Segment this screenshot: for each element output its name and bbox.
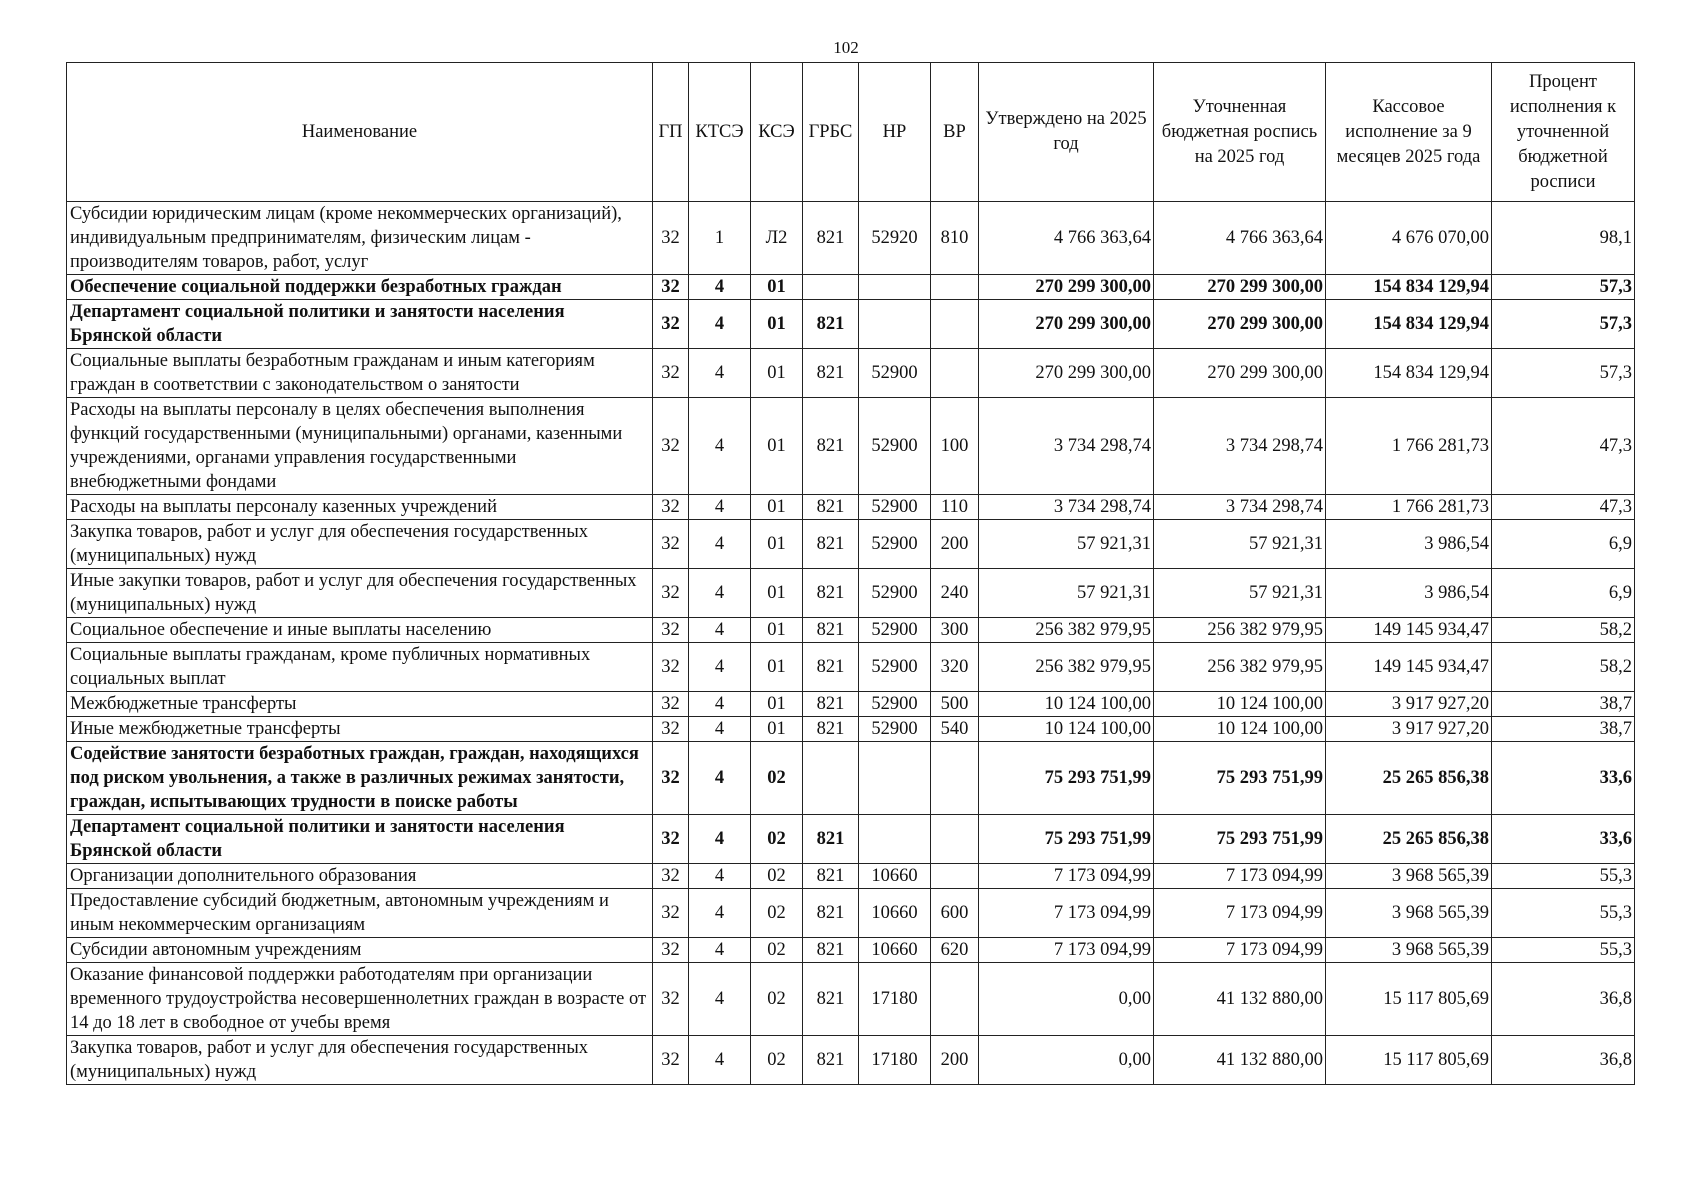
cell-nr: 52900	[859, 520, 931, 569]
cell-refined: 3 734 298,74	[1154, 398, 1326, 495]
cell-kse: 01	[751, 643, 803, 692]
table-row	[67, 717, 1635, 742]
cell-name: Организации дополнительного образования	[67, 864, 653, 889]
cell-name: Департамент социальной политики и занятости населения Брянской области	[67, 300, 653, 349]
cell-vr: 100	[931, 398, 979, 495]
cell-grbs: 821	[803, 520, 859, 569]
cell-name: Закупка товаров, работ и услуг для обеспечения государственных (муниципальных) нужд	[67, 520, 653, 569]
col-header-vr: ВР	[931, 63, 979, 202]
cell-gp: 32	[653, 1036, 689, 1085]
cell-grbs: 821	[803, 643, 859, 692]
cell-refined: 7 173 094,99	[1154, 938, 1326, 963]
page-number: 102	[833, 38, 859, 57]
cell-nr	[859, 742, 931, 815]
cell-ktse: 4	[689, 692, 751, 717]
cell-percent: 6,9	[1492, 520, 1635, 569]
cell-ktse: 4	[689, 300, 751, 349]
cell-nr: 52900	[859, 398, 931, 495]
cell-vr	[931, 275, 979, 300]
cell-name: Межбюджетные трансферты	[67, 692, 653, 717]
cell-vr: 600	[931, 889, 979, 938]
cell-ktse: 4	[689, 742, 751, 815]
cell-gp: 32	[653, 864, 689, 889]
table-row	[67, 202, 1635, 275]
cell-refined: 10 124 100,00	[1154, 692, 1326, 717]
cell-kse: 02	[751, 938, 803, 963]
cell-grbs: 821	[803, 398, 859, 495]
cell-cash: 1 766 281,73	[1326, 398, 1492, 495]
cell-gp: 32	[653, 938, 689, 963]
cell-ktse: 4	[689, 815, 751, 864]
cell-approved: 4 766 363,64	[979, 202, 1154, 275]
cell-refined: 10 124 100,00	[1154, 717, 1326, 742]
cell-grbs: 821	[803, 495, 859, 520]
cell-name: Социальные выплаты гражданам, кроме публичных нормативных социальных выплат	[67, 643, 653, 692]
cell-percent: 47,3	[1492, 398, 1635, 495]
cell-percent: 6,9	[1492, 569, 1635, 618]
cell-percent: 36,8	[1492, 963, 1635, 1036]
col-header-kse: КСЭ	[751, 63, 803, 202]
col-header-ktse: КТСЭ	[689, 63, 751, 202]
col-header-name: Наименование	[67, 63, 653, 202]
cell-cash: 4 676 070,00	[1326, 202, 1492, 275]
cell-grbs: 821	[803, 938, 859, 963]
table-row	[67, 692, 1635, 717]
cell-vr	[931, 349, 979, 398]
cell-refined: 41 132 880,00	[1154, 963, 1326, 1036]
cell-kse: 02	[751, 815, 803, 864]
cell-name: Департамент социальной политики и занятости населения Брянской области	[67, 815, 653, 864]
cell-kse: 01	[751, 275, 803, 300]
cell-cash: 3 986,54	[1326, 520, 1492, 569]
cell-name: Расходы на выплаты персоналу в целях обеспечения выполнения функций государственными (муниципальными) органами, казенными учреждениями, органами управления государственными внебюджетными фондами	[67, 398, 653, 495]
cell-approved: 7 173 094,99	[979, 938, 1154, 963]
cell-refined: 256 382 979,95	[1154, 618, 1326, 643]
table-row	[67, 300, 1635, 349]
cell-percent: 57,3	[1492, 349, 1635, 398]
cell-gp: 32	[653, 569, 689, 618]
table-row	[67, 495, 1635, 520]
cell-percent: 58,2	[1492, 618, 1635, 643]
cell-name: Расходы на выплаты персоналу казенных учреждений	[67, 495, 653, 520]
cell-gp: 32	[653, 889, 689, 938]
table-row	[67, 889, 1635, 938]
cell-grbs: 821	[803, 864, 859, 889]
cell-percent: 38,7	[1492, 692, 1635, 717]
cell-nr: 52900	[859, 569, 931, 618]
cell-nr: 52920	[859, 202, 931, 275]
col-header-grbs: ГРБС	[803, 63, 859, 202]
cell-nr: 52900	[859, 643, 931, 692]
table-row	[67, 963, 1635, 1036]
cell-gp: 32	[653, 692, 689, 717]
cell-gp: 32	[653, 202, 689, 275]
col-header-cash: Кассовое исполнение за 9 месяцев 2025 года	[1326, 63, 1492, 202]
cell-approved: 270 299 300,00	[979, 275, 1154, 300]
cell-approved: 3 734 298,74	[979, 398, 1154, 495]
cell-gp: 32	[653, 618, 689, 643]
cell-kse: 02	[751, 1036, 803, 1085]
cell-ktse: 4	[689, 643, 751, 692]
cell-name: Иные межбюджетные трансферты	[67, 717, 653, 742]
cell-grbs: 821	[803, 1036, 859, 1085]
cell-refined: 7 173 094,99	[1154, 864, 1326, 889]
cell-kse: 01	[751, 398, 803, 495]
table-row	[67, 275, 1635, 300]
cell-gp: 32	[653, 643, 689, 692]
cell-refined: 4 766 363,64	[1154, 202, 1326, 275]
cell-nr	[859, 815, 931, 864]
cell-vr	[931, 300, 979, 349]
cell-nr: 52900	[859, 495, 931, 520]
cell-refined: 7 173 094,99	[1154, 889, 1326, 938]
cell-approved: 0,00	[979, 963, 1154, 1036]
cell-refined: 3 734 298,74	[1154, 495, 1326, 520]
cell-name: Социальное обеспечение и иные выплаты населению	[67, 618, 653, 643]
cell-vr	[931, 963, 979, 1036]
cell-kse: Л2	[751, 202, 803, 275]
table-row	[67, 618, 1635, 643]
cell-percent: 55,3	[1492, 889, 1635, 938]
cell-vr: 540	[931, 717, 979, 742]
cell-vr	[931, 815, 979, 864]
cell-gp: 32	[653, 398, 689, 495]
cell-ktse: 4	[689, 618, 751, 643]
cell-cash: 3 968 565,39	[1326, 864, 1492, 889]
cell-grbs: 821	[803, 618, 859, 643]
cell-grbs: 821	[803, 815, 859, 864]
cell-gp: 32	[653, 742, 689, 815]
cell-percent: 98,1	[1492, 202, 1635, 275]
cell-approved: 0,00	[979, 1036, 1154, 1085]
cell-ktse: 4	[689, 717, 751, 742]
budget-table	[66, 62, 1635, 1085]
cell-nr: 52900	[859, 717, 931, 742]
cell-cash: 3 917 927,20	[1326, 717, 1492, 742]
table-row	[67, 815, 1635, 864]
cell-nr: 10660	[859, 864, 931, 889]
cell-refined: 75 293 751,99	[1154, 815, 1326, 864]
cell-name: Предоставление субсидий бюджетным, автономным учреждениям и иным некоммерческим организациям	[67, 889, 653, 938]
cell-name: Обеспечение социальной поддержки безработных граждан	[67, 275, 653, 300]
cell-name: Содействие занятости безработных граждан, граждан, находящихся под риском увольнения, а также в различных режимах занятости, граждан, испытывающих трудности в поиске работы	[67, 742, 653, 815]
col-header-percent: Процент исполнения к уточненной бюджетной росписи	[1492, 63, 1635, 202]
cell-refined: 270 299 300,00	[1154, 275, 1326, 300]
cell-approved: 57 921,31	[979, 520, 1154, 569]
cell-vr: 300	[931, 618, 979, 643]
cell-kse: 01	[751, 349, 803, 398]
cell-gp: 32	[653, 495, 689, 520]
cell-cash: 3 986,54	[1326, 569, 1492, 618]
cell-refined: 57 921,31	[1154, 569, 1326, 618]
cell-vr	[931, 864, 979, 889]
cell-nr: 10660	[859, 889, 931, 938]
cell-percent: 33,6	[1492, 742, 1635, 815]
cell-gp: 32	[653, 300, 689, 349]
cell-name: Закупка товаров, работ и услуг для обеспечения государственных (муниципальных) нужд	[67, 1036, 653, 1085]
cell-name: Субсидии юридическим лицам (кроме некоммерческих организаций), индивидуальным предпринимателям, физическим лицам - производителям товаров, работ, услуг	[67, 202, 653, 275]
cell-vr: 200	[931, 1036, 979, 1085]
cell-cash: 15 117 805,69	[1326, 963, 1492, 1036]
cell-cash: 154 834 129,94	[1326, 275, 1492, 300]
cell-gp: 32	[653, 349, 689, 398]
cell-nr: 52900	[859, 692, 931, 717]
col-header-approved: Утверждено на 2025 год	[979, 63, 1154, 202]
cell-ktse: 4	[689, 963, 751, 1036]
cell-cash: 25 265 856,38	[1326, 742, 1492, 815]
table-row	[67, 742, 1635, 815]
cell-ktse: 4	[689, 864, 751, 889]
cell-name: Иные закупки товаров, работ и услуг для обеспечения государственных (муниципальных) нужд	[67, 569, 653, 618]
cell-grbs	[803, 742, 859, 815]
cell-cash: 1 766 281,73	[1326, 495, 1492, 520]
cell-nr: 10660	[859, 938, 931, 963]
cell-percent: 57,3	[1492, 275, 1635, 300]
cell-ktse: 4	[689, 1036, 751, 1085]
cell-name: Социальные выплаты безработным гражданам и иным категориям граждан в соответствии с законодательством о занятости	[67, 349, 653, 398]
table-row	[67, 520, 1635, 569]
cell-percent: 47,3	[1492, 495, 1635, 520]
cell-cash: 3 968 565,39	[1326, 889, 1492, 938]
cell-nr: 52900	[859, 349, 931, 398]
cell-gp: 32	[653, 520, 689, 569]
cell-ktse: 4	[689, 275, 751, 300]
cell-ktse: 4	[689, 889, 751, 938]
cell-refined: 41 132 880,00	[1154, 1036, 1326, 1085]
cell-cash: 154 834 129,94	[1326, 300, 1492, 349]
cell-percent: 58,2	[1492, 643, 1635, 692]
table-row	[67, 1036, 1635, 1085]
cell-cash: 154 834 129,94	[1326, 349, 1492, 398]
cell-grbs: 821	[803, 349, 859, 398]
table-row	[67, 349, 1635, 398]
cell-kse: 01	[751, 692, 803, 717]
col-header-gp: ГП	[653, 63, 689, 202]
cell-kse: 01	[751, 569, 803, 618]
cell-approved: 7 173 094,99	[979, 864, 1154, 889]
cell-ktse: 4	[689, 398, 751, 495]
cell-cash: 149 145 934,47	[1326, 618, 1492, 643]
cell-cash: 149 145 934,47	[1326, 643, 1492, 692]
cell-ktse: 1	[689, 202, 751, 275]
cell-kse: 01	[751, 520, 803, 569]
cell-approved: 270 299 300,00	[979, 300, 1154, 349]
cell-vr: 810	[931, 202, 979, 275]
cell-approved: 10 124 100,00	[979, 692, 1154, 717]
col-header-nr: НР	[859, 63, 931, 202]
table-row	[67, 864, 1635, 889]
cell-percent: 38,7	[1492, 717, 1635, 742]
cell-percent: 36,8	[1492, 1036, 1635, 1085]
cell-grbs: 821	[803, 692, 859, 717]
table-row	[67, 569, 1635, 618]
cell-grbs: 821	[803, 717, 859, 742]
cell-vr: 320	[931, 643, 979, 692]
cell-nr	[859, 300, 931, 349]
cell-cash: 3 917 927,20	[1326, 692, 1492, 717]
cell-approved: 256 382 979,95	[979, 643, 1154, 692]
cell-grbs	[803, 275, 859, 300]
cell-cash: 15 117 805,69	[1326, 1036, 1492, 1085]
cell-gp: 32	[653, 717, 689, 742]
cell-approved: 75 293 751,99	[979, 815, 1154, 864]
col-header-refined: Уточненная бюджетная роспись на 2025 год	[1154, 63, 1326, 202]
cell-ktse: 4	[689, 349, 751, 398]
cell-kse: 01	[751, 495, 803, 520]
cell-grbs: 821	[803, 889, 859, 938]
cell-vr	[931, 742, 979, 815]
cell-kse: 01	[751, 618, 803, 643]
cell-percent: 33,6	[1492, 815, 1635, 864]
cell-kse: 02	[751, 742, 803, 815]
cell-kse: 01	[751, 300, 803, 349]
cell-approved: 256 382 979,95	[979, 618, 1154, 643]
cell-kse: 02	[751, 889, 803, 938]
cell-name: Оказание финансовой поддержки работодателям при организации временного трудоустройства несовершеннолетних граждан в возрасте от 14 до 18 лет в свободное от учебы время	[67, 963, 653, 1036]
cell-nr: 17180	[859, 1036, 931, 1085]
cell-approved: 270 299 300,00	[979, 349, 1154, 398]
cell-cash: 25 265 856,38	[1326, 815, 1492, 864]
cell-name: Субсидии автономным учреждениям	[67, 938, 653, 963]
cell-percent: 55,3	[1492, 864, 1635, 889]
cell-vr: 110	[931, 495, 979, 520]
cell-kse: 01	[751, 717, 803, 742]
cell-refined: 75 293 751,99	[1154, 742, 1326, 815]
table-row	[67, 938, 1635, 963]
cell-gp: 32	[653, 815, 689, 864]
cell-approved: 75 293 751,99	[979, 742, 1154, 815]
cell-gp: 32	[653, 963, 689, 1036]
cell-percent: 55,3	[1492, 938, 1635, 963]
cell-gp: 32	[653, 275, 689, 300]
cell-grbs: 821	[803, 569, 859, 618]
cell-refined: 256 382 979,95	[1154, 643, 1326, 692]
cell-approved: 57 921,31	[979, 569, 1154, 618]
table-row	[67, 643, 1635, 692]
table-header-row	[67, 63, 1635, 202]
cell-ktse: 4	[689, 520, 751, 569]
cell-vr: 500	[931, 692, 979, 717]
cell-percent: 57,3	[1492, 300, 1635, 349]
cell-kse: 02	[751, 963, 803, 1036]
cell-ktse: 4	[689, 938, 751, 963]
cell-ktse: 4	[689, 569, 751, 618]
cell-grbs: 821	[803, 963, 859, 1036]
cell-nr: 17180	[859, 963, 931, 1036]
cell-approved: 3 734 298,74	[979, 495, 1154, 520]
table-row	[67, 398, 1635, 495]
cell-vr: 240	[931, 569, 979, 618]
cell-grbs: 821	[803, 300, 859, 349]
cell-refined: 270 299 300,00	[1154, 349, 1326, 398]
cell-vr: 620	[931, 938, 979, 963]
cell-refined: 57 921,31	[1154, 520, 1326, 569]
cell-grbs: 821	[803, 202, 859, 275]
cell-cash: 3 968 565,39	[1326, 938, 1492, 963]
cell-nr	[859, 275, 931, 300]
cell-refined: 270 299 300,00	[1154, 300, 1326, 349]
cell-approved: 10 124 100,00	[979, 717, 1154, 742]
cell-ktse: 4	[689, 495, 751, 520]
cell-kse: 02	[751, 864, 803, 889]
cell-nr: 52900	[859, 618, 931, 643]
cell-vr: 200	[931, 520, 979, 569]
cell-approved: 7 173 094,99	[979, 889, 1154, 938]
